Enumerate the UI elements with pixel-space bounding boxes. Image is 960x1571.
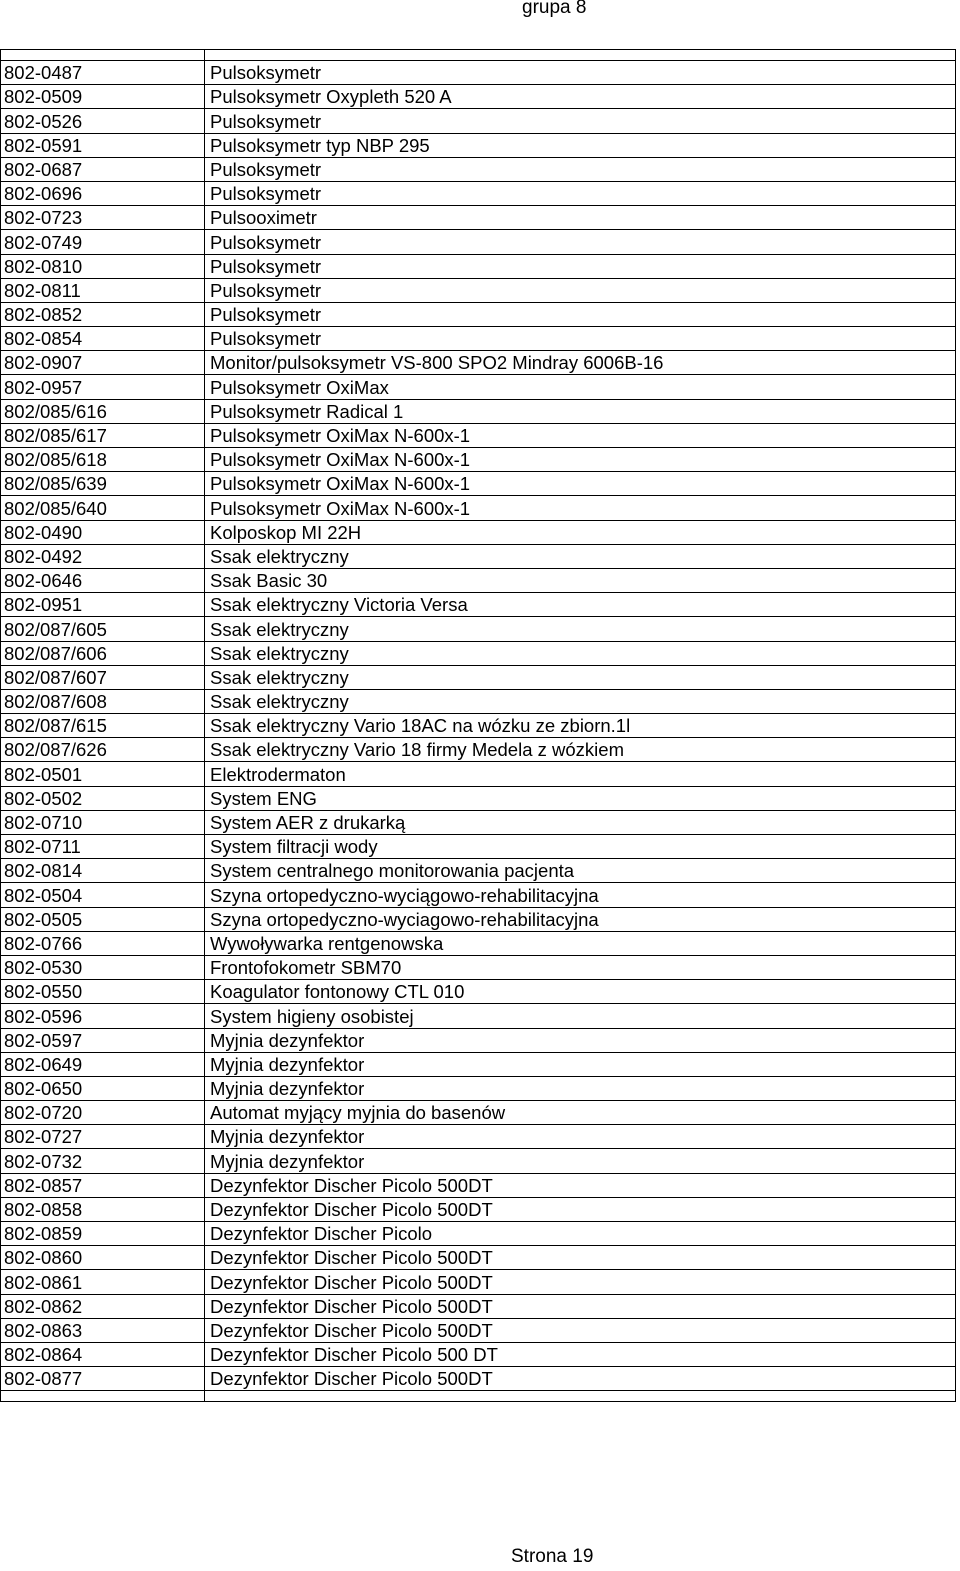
description-cell: Frontofokometr SBM70 bbox=[205, 955, 956, 979]
table-row bbox=[1, 1318, 956, 1342]
description-cell: Pulsoksymetr bbox=[205, 278, 956, 302]
code-cell: 802-0863 bbox=[1, 1318, 205, 1342]
table-row bbox=[1, 1197, 956, 1221]
description-cell: Pulsoksymetr OxiMax N-600x-1 bbox=[205, 496, 956, 520]
code-cell: 802-0502 bbox=[1, 786, 205, 810]
code-cell: 802/085/639 bbox=[1, 472, 205, 496]
table-row bbox=[1, 835, 956, 859]
code-cell: 802-0957 bbox=[1, 375, 205, 399]
code-cell: 802-0766 bbox=[1, 931, 205, 955]
inventory-table bbox=[0, 49, 956, 1402]
table-row bbox=[1, 133, 956, 157]
table-row bbox=[1, 472, 956, 496]
table-row bbox=[1, 61, 956, 85]
table-row bbox=[1, 1342, 956, 1366]
code-cell: 802-0864 bbox=[1, 1342, 205, 1366]
table-row bbox=[1, 593, 956, 617]
description-cell: Pulsoksymetr bbox=[205, 61, 956, 85]
code-cell: 802/087/608 bbox=[1, 689, 205, 713]
code-cell: 802-0504 bbox=[1, 883, 205, 907]
description-cell: Pulsoksymetr Radical 1 bbox=[205, 399, 956, 423]
code-cell: 802-0597 bbox=[1, 1028, 205, 1052]
table-row bbox=[1, 1246, 956, 1270]
description-cell: Kolposkop MI 22H bbox=[205, 520, 956, 544]
description-cell: Dezynfektor Discher Picolo 500DT bbox=[205, 1197, 956, 1221]
description-cell: Pulsooximetr bbox=[205, 206, 956, 230]
description-cell: Szyna ortopedyczno-wyciagowo-rehabilitacyjna bbox=[205, 907, 956, 931]
description-cell: Wywoływarka rentgenowska bbox=[205, 931, 956, 955]
spacer-cell bbox=[1, 1391, 205, 1402]
spacer-cell bbox=[205, 1391, 956, 1402]
description-cell: Pulsoksymetr typ NBP 295 bbox=[205, 133, 956, 157]
description-cell: Dezynfektor Discher Picolo bbox=[205, 1222, 956, 1246]
table-row bbox=[1, 1173, 956, 1197]
table-row bbox=[1, 689, 956, 713]
code-cell: 802-0711 bbox=[1, 835, 205, 859]
code-cell: 802-0951 bbox=[1, 593, 205, 617]
code-cell: 802-0490 bbox=[1, 520, 205, 544]
description-cell: Dezynfektor Discher Picolo 500DT bbox=[205, 1173, 956, 1197]
table-row bbox=[1, 109, 956, 133]
table-row bbox=[1, 544, 956, 568]
code-cell: 802-0696 bbox=[1, 181, 205, 205]
code-cell: 802-0530 bbox=[1, 955, 205, 979]
code-cell: 802-0861 bbox=[1, 1270, 205, 1294]
description-cell: Dezynfektor Discher Picolo 500DT bbox=[205, 1367, 956, 1391]
code-cell: 802-0907 bbox=[1, 351, 205, 375]
code-cell: 802/087/626 bbox=[1, 738, 205, 762]
table-row bbox=[1, 1125, 956, 1149]
table-row bbox=[1, 206, 956, 230]
description-cell: Pulsoksymetr bbox=[205, 302, 956, 326]
code-cell: 802-0860 bbox=[1, 1246, 205, 1270]
description-cell: Ssak elektryczny bbox=[205, 665, 956, 689]
table-row bbox=[1, 1270, 956, 1294]
table-row bbox=[1, 859, 956, 883]
code-cell: 802/087/606 bbox=[1, 641, 205, 665]
description-cell: Ssak elektryczny Vario 18 firmy Medela z wózkiem bbox=[205, 738, 956, 762]
table-row bbox=[1, 278, 956, 302]
description-cell: Myjnia dezynfektor bbox=[205, 1052, 956, 1076]
table-row bbox=[1, 496, 956, 520]
code-cell: 802/087/607 bbox=[1, 665, 205, 689]
description-cell: Automat myjący myjnia do basenów bbox=[205, 1101, 956, 1125]
table-row bbox=[1, 230, 956, 254]
inventory-table-body bbox=[1, 50, 956, 1402]
code-cell: 802-0650 bbox=[1, 1076, 205, 1100]
code-cell: 802-0720 bbox=[1, 1101, 205, 1125]
code-cell: 802-0687 bbox=[1, 157, 205, 181]
description-cell: Dezynfektor Discher Picolo 500DT bbox=[205, 1270, 956, 1294]
table-row bbox=[1, 181, 956, 205]
table-row bbox=[1, 955, 956, 979]
description-cell: Myjnia dezynfektor bbox=[205, 1125, 956, 1149]
table-row bbox=[1, 1294, 956, 1318]
table-row bbox=[1, 1101, 956, 1125]
description-cell: Elektrodermaton bbox=[205, 762, 956, 786]
code-cell: 802/085/616 bbox=[1, 399, 205, 423]
code-cell: 802-0723 bbox=[1, 206, 205, 230]
code-cell: 802-0710 bbox=[1, 810, 205, 834]
table-row bbox=[1, 399, 956, 423]
table-row bbox=[1, 617, 956, 641]
description-cell: Pulsoksymetr bbox=[205, 327, 956, 351]
description-cell: Pulsoksymetr OxiMax N-600x-1 bbox=[205, 448, 956, 472]
description-cell: System ENG bbox=[205, 786, 956, 810]
code-cell: 802/085/617 bbox=[1, 423, 205, 447]
table-row bbox=[1, 157, 956, 181]
code-cell: 802-0526 bbox=[1, 109, 205, 133]
table-row bbox=[1, 1149, 956, 1173]
code-cell: 802-0550 bbox=[1, 980, 205, 1004]
spacer-cell bbox=[205, 50, 956, 61]
description-cell: Pulsoksymetr bbox=[205, 181, 956, 205]
description-cell: Pulsoksymetr bbox=[205, 109, 956, 133]
table-row bbox=[1, 762, 956, 786]
table-row bbox=[1, 351, 956, 375]
code-cell: 802-0596 bbox=[1, 1004, 205, 1028]
code-cell: 802-0749 bbox=[1, 230, 205, 254]
description-cell: Dezynfektor Discher Picolo 500 DT bbox=[205, 1342, 956, 1366]
code-cell: 802-0877 bbox=[1, 1367, 205, 1391]
table-row bbox=[1, 85, 956, 109]
code-cell: 802-0646 bbox=[1, 568, 205, 592]
table-row bbox=[1, 980, 956, 1004]
table-row bbox=[1, 327, 956, 351]
code-cell: 802-0862 bbox=[1, 1294, 205, 1318]
description-cell: Pulsoksymetr Oxypleth 520 A bbox=[205, 85, 956, 109]
table-row bbox=[1, 931, 956, 955]
table-row bbox=[1, 786, 956, 810]
table-row bbox=[1, 302, 956, 326]
code-cell: 802/087/615 bbox=[1, 714, 205, 738]
table-row bbox=[1, 448, 956, 472]
description-cell: Ssak elektryczny bbox=[205, 641, 956, 665]
table-row bbox=[1, 738, 956, 762]
table-top-spacer-row bbox=[1, 50, 956, 61]
code-cell: 802-0591 bbox=[1, 133, 205, 157]
description-cell: Dezynfektor Discher Picolo 500DT bbox=[205, 1246, 956, 1270]
description-cell: Pulsoksymetr OxiMax bbox=[205, 375, 956, 399]
description-cell: System AER z drukarką bbox=[205, 810, 956, 834]
code-cell: 802-0814 bbox=[1, 859, 205, 883]
description-cell: Koagulator fontonowy CTL 010 bbox=[205, 980, 956, 1004]
table-row bbox=[1, 883, 956, 907]
code-cell: 802-0501 bbox=[1, 762, 205, 786]
description-cell: Myjnia dezynfektor bbox=[205, 1149, 956, 1173]
code-cell: 802-0810 bbox=[1, 254, 205, 278]
table-row bbox=[1, 1052, 956, 1076]
description-cell: System higieny osobistej bbox=[205, 1004, 956, 1028]
description-cell: Ssak elektryczny bbox=[205, 689, 956, 713]
table-row bbox=[1, 1222, 956, 1246]
code-cell: 802/087/605 bbox=[1, 617, 205, 641]
description-cell: Ssak Basic 30 bbox=[205, 568, 956, 592]
code-cell: 802-0858 bbox=[1, 1197, 205, 1221]
description-cell: System filtracji wody bbox=[205, 835, 956, 859]
description-cell: Monitor/pulsoksymetr VS-800 SPO2 Mindray 6006B-16 bbox=[205, 351, 956, 375]
description-cell: System centralnego monitorowania pacjenta bbox=[205, 859, 956, 883]
code-cell: 802-0727 bbox=[1, 1125, 205, 1149]
description-cell: Myjnia dezynfektor bbox=[205, 1028, 956, 1052]
page-header-group: grupa 8 bbox=[522, 0, 587, 18]
code-cell: 802-0811 bbox=[1, 278, 205, 302]
table-bottom-spacer-row bbox=[1, 1391, 956, 1402]
description-cell: Pulsoksymetr bbox=[205, 230, 956, 254]
description-cell: Ssak elektryczny bbox=[205, 617, 956, 641]
table-row bbox=[1, 907, 956, 931]
description-cell: Ssak elektryczny bbox=[205, 544, 956, 568]
table-row bbox=[1, 1076, 956, 1100]
table-row bbox=[1, 1367, 956, 1391]
table-row bbox=[1, 714, 956, 738]
table-row bbox=[1, 810, 956, 834]
description-cell: Pulsoksymetr bbox=[205, 254, 956, 278]
table-row bbox=[1, 665, 956, 689]
code-cell: 802-0509 bbox=[1, 85, 205, 109]
code-cell: 802-0732 bbox=[1, 1149, 205, 1173]
table-row bbox=[1, 568, 956, 592]
table-row bbox=[1, 641, 956, 665]
page-number: Strona 19 bbox=[511, 1546, 594, 1567]
description-cell: Pulsoksymetr OxiMax N-600x-1 bbox=[205, 472, 956, 496]
code-cell: 802/085/640 bbox=[1, 496, 205, 520]
code-cell: 802-0859 bbox=[1, 1222, 205, 1246]
table-row bbox=[1, 1004, 956, 1028]
code-cell: 802-0505 bbox=[1, 907, 205, 931]
description-cell: Ssak elektryczny Victoria Versa bbox=[205, 593, 956, 617]
table-row bbox=[1, 520, 956, 544]
table-row bbox=[1, 254, 956, 278]
description-cell: Dezynfektor Discher Picolo 500DT bbox=[205, 1318, 956, 1342]
code-cell: 802-0492 bbox=[1, 544, 205, 568]
description-cell: Pulsoksymetr bbox=[205, 157, 956, 181]
spacer-cell bbox=[1, 50, 205, 61]
table-row bbox=[1, 1028, 956, 1052]
code-cell: 802-0857 bbox=[1, 1173, 205, 1197]
table-row bbox=[1, 375, 956, 399]
description-cell: Dezynfektor Discher Picolo 500DT bbox=[205, 1294, 956, 1318]
code-cell: 802-0649 bbox=[1, 1052, 205, 1076]
code-cell: 802-0852 bbox=[1, 302, 205, 326]
code-cell: 802/085/618 bbox=[1, 448, 205, 472]
description-cell: Pulsoksymetr OxiMax N-600x-1 bbox=[205, 423, 956, 447]
description-cell: Ssak elektryczny Vario 18AC na wózku ze zbiorn.1l bbox=[205, 714, 956, 738]
description-cell: Szyna ortopedyczno-wyciągowo-rehabilitacyjna bbox=[205, 883, 956, 907]
code-cell: 802-0854 bbox=[1, 327, 205, 351]
code-cell: 802-0487 bbox=[1, 61, 205, 85]
table-row bbox=[1, 423, 956, 447]
description-cell: Myjnia dezynfektor bbox=[205, 1076, 956, 1100]
